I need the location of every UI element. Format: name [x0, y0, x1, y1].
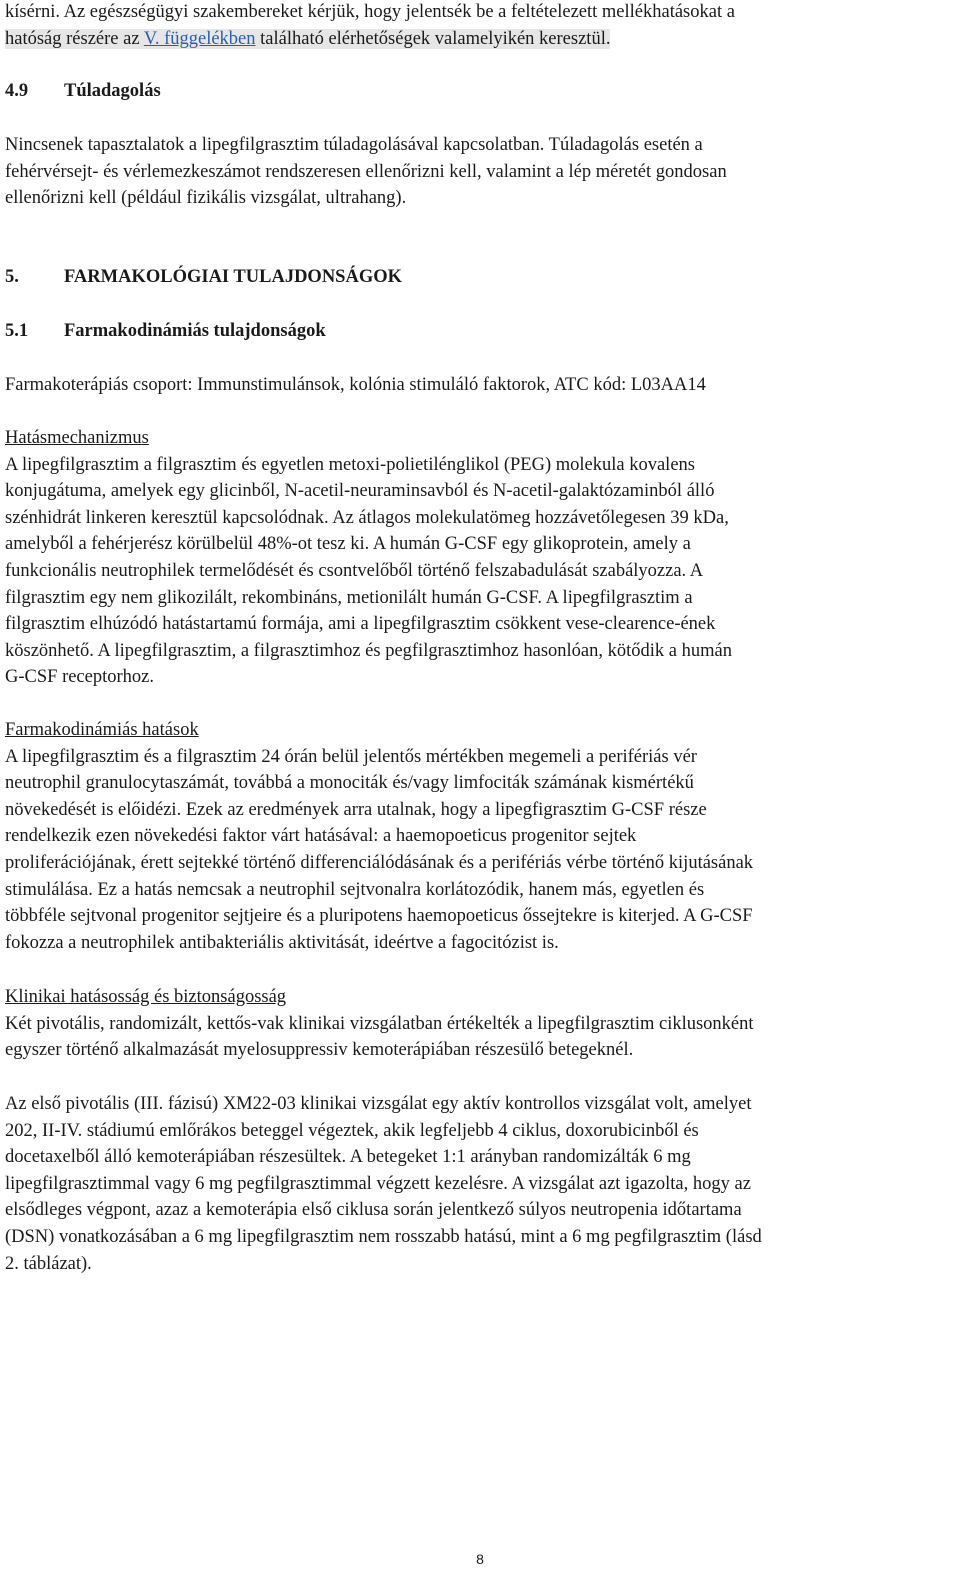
- section-5-1-number: 5.1: [5, 321, 29, 341]
- mechanism-heading: Hatásmechanizmus: [5, 428, 149, 448]
- mechanism-line: szénhidrát linkeren keresztül kapcsolódnak. Az átlagos molekulatömeg hozzávetőlegesen 39 kDa,: [5, 507, 729, 528]
- clinical-p2-line: 202, II-IV. stádiumú emlőrákos beteggel végeztek, akik legfeljebb 4 ciklus, doxorubicinből és: [5, 1120, 699, 1141]
- intro-line-1: kísérni. Az egészségügyi szakembereket kérjük, hogy jelentsék be a feltételezett mellékhatásokat a: [5, 2, 735, 22]
- page-number: 8: [476, 1551, 484, 1567]
- clinical-heading: Klinikai hatásosság és biztonságosság: [5, 987, 287, 1007]
- pharmacotherapeutic-group: [5, 372, 955, 399]
- pd-effects-line: stimulálása. Ez a hatás nemcsak a neutrophil sejtvonalra korlátozódik, hanem más, egyetlen és: [5, 879, 705, 900]
- pd-effects-line: fokozza a neutrophilek antibakteriális aktivitását, ideértve a fagocitózist is.: [5, 932, 559, 953]
- section-5-1-title: Farmakodinámiás tulajdonságok: [64, 321, 326, 341]
- section-4-9-heading: [5, 78, 161, 105]
- intro-line-2-pre: hatóság részére az: [5, 28, 144, 49]
- intro-line-2-post: található elérhetőségek valamelyikén keresztül.: [255, 28, 611, 49]
- section-5-title: FARMAKOLÓGIAI TULAJDONSÁGOK: [64, 267, 402, 287]
- mechanism-line: G-CSF receptorhoz.: [5, 667, 154, 688]
- section-4-9-title: Túladagolás: [64, 81, 161, 101]
- section-4-9-body: [5, 132, 955, 212]
- section-5-1-heading: [5, 318, 326, 345]
- mechanism-line: amelyből a fehérjerész körülbelül 48%-ot tesz ki. A humán G-CSF egy glikoprotein, amely a: [5, 534, 691, 555]
- clinical-p2-line: elsődleges végpont, azaz a kemoterápia első ciklusa során jelentkező súlyos neutropenia időtartama: [5, 1200, 742, 1221]
- mechanism-line: filgrasztim elhúzódó hatástartamú formája, ami a lipegfilgrasztim csökkent vese-clearence-ének: [5, 614, 716, 635]
- mechanism-line: funkcionális neutrophilek termelődését és csontvelőből történő felszabadulását szabályozza. A: [5, 560, 704, 581]
- clinical-paragraph-2: [5, 1091, 955, 1277]
- intro-block: [5, 0, 955, 52]
- pd-effects-line: rendelkezik ezen növekedési faktor várt hatásával: a haemopoeticus progenitor sejtek: [5, 826, 637, 847]
- page-footer: [0, 1550, 960, 1568]
- mechanism-line: A lipegfilgrasztim a filgrasztim és egyetlen metoxi-polietilénglikol (PEG) molekula kovalens: [5, 454, 695, 475]
- clinical-p2-line: (DSN) vonatkozásában a 6 mg lipegfilgrasztim nem rosszabb hatású, mint a 6 mg pegfilgrasztim (lásd: [5, 1226, 762, 1247]
- clinical-p2-line: lipegfilgrasztimmal vagy 6 mg pegfilgrasztimmal végzett kezelésre. A vizsgálat azt igazolta, hogy az: [5, 1173, 751, 1194]
- pd-effects-heading: Farmakodinámiás hatások: [5, 720, 199, 740]
- appendix-v-link[interactable]: V. függelékben: [143, 28, 256, 49]
- section-4-9-line: fehérvérsejt- és vérlemezkeszámot rendszeresen ellenőrizni kell, valamint a lép méretét gondosan: [5, 161, 727, 182]
- section-4-9-number: 4.9: [5, 81, 29, 101]
- clinical-line: Két pivotális, randomizált, kettős-vak klinikai vizsgálatban értékelték a lipegfilgrasztim ciklusonként: [5, 1013, 754, 1034]
- pd-effects-block: [5, 717, 955, 956]
- clinical-line: egyszer történő alkalmazását myelosuppressiv kemoterápiában részesülő betegeknél.: [5, 1040, 634, 1061]
- section-4-9-line: Nincsenek tapasztalatok a lipegfilgrasztim túladagolásával kapcsolatban. Túladagolás esetén a: [5, 135, 703, 155]
- pd-effects-line: A lipegfilgrasztim és a filgrasztim 24 órán belül jelentős mértékben megemeli a perifériás vér: [5, 746, 697, 767]
- pd-effects-line: növekedését is előidézi. Ezek az eredmények arra utalnak, hogy a lipegfigrasztim G-CSF része: [5, 799, 707, 820]
- mechanism-line: köszönhető. A lipegfilgrasztim, a filgrasztimhoz és pegfilgrasztimhoz hasonlóan, kötődik a humán: [5, 640, 732, 661]
- section-5-heading: [5, 264, 402, 291]
- section-5-number: 5.: [5, 267, 19, 287]
- section-4-9-line: ellenőrizni kell (például fizikális vizsgálat, ultrahang).: [5, 188, 407, 209]
- clinical-block: [5, 984, 955, 1064]
- clinical-p2-line: docetaxelből álló kemoterápiában részesültek. A betegeket 1:1 arányban randomizálták 6 mg: [5, 1147, 691, 1168]
- pd-effects-line: többféle sejtvonal progenitor sejtjeire és a pluripotens haemopoeticus őssejtekre is kiterjed. A G-CSF: [5, 906, 753, 927]
- clinical-p2-line: 2. táblázat).: [5, 1253, 92, 1274]
- intro-line-2: [5, 26, 955, 53]
- mechanism-block: [5, 425, 955, 691]
- mechanism-line: konjugátuma, amelyek egy glicinből, N-acetil-neuraminsavból és N-acetil-galaktózaminból álló: [5, 481, 715, 502]
- pd-effects-line: proliferációjának, érett sejtekké történő differenciálódásának és a perifériás vérbe történő kijutásának: [5, 852, 754, 873]
- pd-effects-line: neutrophil granulocytaszámát, továbbá a monociták és/vagy limfociták számának kismértékű: [5, 773, 694, 794]
- mechanism-line: filgrasztim egy nem glikozilált, rekombináns, metionilált humán G-CSF. A lipegfilgrasztim a: [5, 587, 693, 608]
- clinical-p2-line: Az első pivotális (III. fázisú) XM22-03 klinikai vizsgálat egy aktív kontrollos vizsgálat volt, amelyet: [5, 1094, 752, 1114]
- group-line: Farmakoterápiás csoport: Immunstimulánsok, kolónia stimuláló faktorok, ATC kód: L03AA14: [5, 375, 706, 395]
